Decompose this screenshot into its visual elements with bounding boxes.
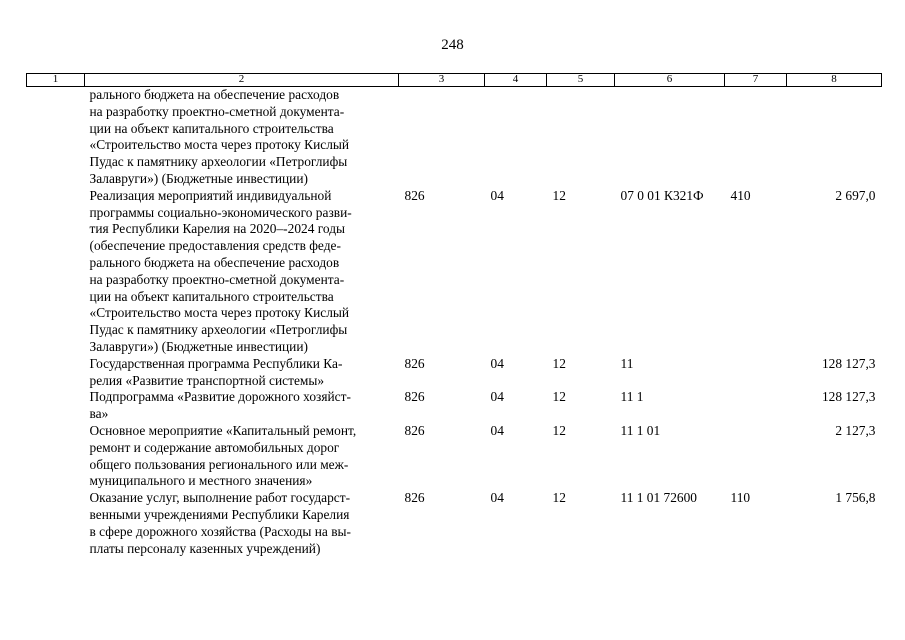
- target-article-code: 07 0 01 К321Ф: [620, 187, 704, 203]
- expense-type-code: [725, 87, 787, 188]
- subsection-code: 12: [552, 355, 566, 371]
- header-col-7: 7: [725, 74, 787, 87]
- header-col-2: 2: [85, 74, 399, 87]
- row-number-cell: [27, 389, 85, 423]
- table-row: [27, 423, 882, 490]
- header-col-8: 8: [787, 74, 882, 87]
- ministry-code: 826: [404, 389, 425, 405]
- header-col-5: 5: [547, 74, 615, 87]
- table-row: [27, 490, 882, 557]
- ministry-code: 826: [404, 422, 425, 438]
- target-article-code: 11 1: [620, 389, 644, 405]
- ministry-code: [399, 87, 485, 188]
- table-row: [27, 389, 882, 423]
- header-row: [27, 74, 882, 87]
- subsection-code: 12: [552, 389, 566, 405]
- amount: 128 127,3: [821, 355, 876, 371]
- item-name: рального бюджета на обеспечение расходов на разработку проектно-сметной документа- ции на объект капитального строительства «Строительство моста через протоку Кислый Пудас к памятнику археологии «Петроглифы Залавруги») (Бюджетные инвестиции): [89, 87, 350, 186]
- expense-type-code: [725, 356, 787, 390]
- subsection-code: 12: [552, 422, 566, 438]
- row-number-cell: [27, 188, 85, 356]
- table-row: [27, 87, 882, 188]
- section-code: [485, 87, 547, 188]
- row-number-cell: [27, 490, 85, 557]
- target-article-code: 11 1 01 72600: [620, 490, 697, 506]
- item-name: Оказание услуг, выполнение работ государст- венными учреждениями Республики Карелия в сфере дорожного хозяйства (Расходы на вы- платы персоналу казенных учреждений): [89, 490, 351, 556]
- section-code: 04: [490, 389, 504, 405]
- section-code: 04: [490, 490, 504, 506]
- ministry-code: 826: [404, 490, 425, 506]
- section-code: 04: [490, 355, 504, 371]
- expense-type-code: 410: [730, 187, 751, 203]
- amount: 128 127,3: [821, 389, 876, 405]
- table-header: [27, 74, 882, 87]
- header-col-3: 3: [399, 74, 485, 87]
- expense-type-code: [725, 389, 787, 423]
- amount: [787, 87, 882, 188]
- target-article-code: 11: [620, 355, 634, 371]
- expense-type-code: [725, 423, 787, 490]
- amount: 1 756,8: [835, 490, 876, 506]
- row-number-cell: [27, 423, 85, 490]
- item-name: Основное мероприятие «Капитальный ремонт, ремонт и содержание автомобильных дорог общего пользования регионального или меж- муниципального и местного значения»: [89, 422, 357, 489]
- ministry-code: 826: [404, 355, 425, 371]
- amount: 2 127,3: [835, 422, 876, 438]
- expense-type-code: 110: [730, 490, 751, 506]
- header-col-1: 1: [27, 74, 85, 87]
- subsection-code: [547, 87, 615, 188]
- section-code: 04: [490, 422, 504, 438]
- subsection-code: 12: [552, 187, 566, 203]
- subsection-code: 12: [552, 490, 566, 506]
- header-col-4: 4: [485, 74, 547, 87]
- item-name: Государственная программа Республики Ка- релия «Развитие транспортной системы»: [89, 355, 343, 388]
- target-article-code: 11 1 01: [620, 422, 661, 438]
- row-number-cell: [27, 87, 85, 188]
- table-row: [27, 356, 882, 390]
- item-name: Реализация мероприятий индивидуальной программы социально-экономического разви- тия Республики Карелия на 2020–-2024 годы (обеспечение предоставления средств феде- рального бюджета на обеспечение расходов на разработку проектно-сметной документа- ции на объект капитального строительства «Строительство моста через протоку Кислый Пудас к памятнику археологии «Петроглифы Залавруги») (Бюджетные инвестиции): [89, 187, 352, 354]
- target-article-code: [615, 87, 725, 188]
- table-row: [27, 188, 882, 356]
- budget-table: [26, 73, 882, 557]
- page-number: 248: [441, 37, 464, 53]
- section-code: 04: [490, 187, 504, 203]
- amount: 2 697,0: [835, 187, 876, 203]
- ministry-code: 826: [404, 187, 425, 203]
- header-col-6: 6: [615, 74, 725, 87]
- row-number-cell: [27, 356, 85, 390]
- item-name: Подпрограмма «Развитие дорожного хозяйст- ва»: [89, 389, 351, 422]
